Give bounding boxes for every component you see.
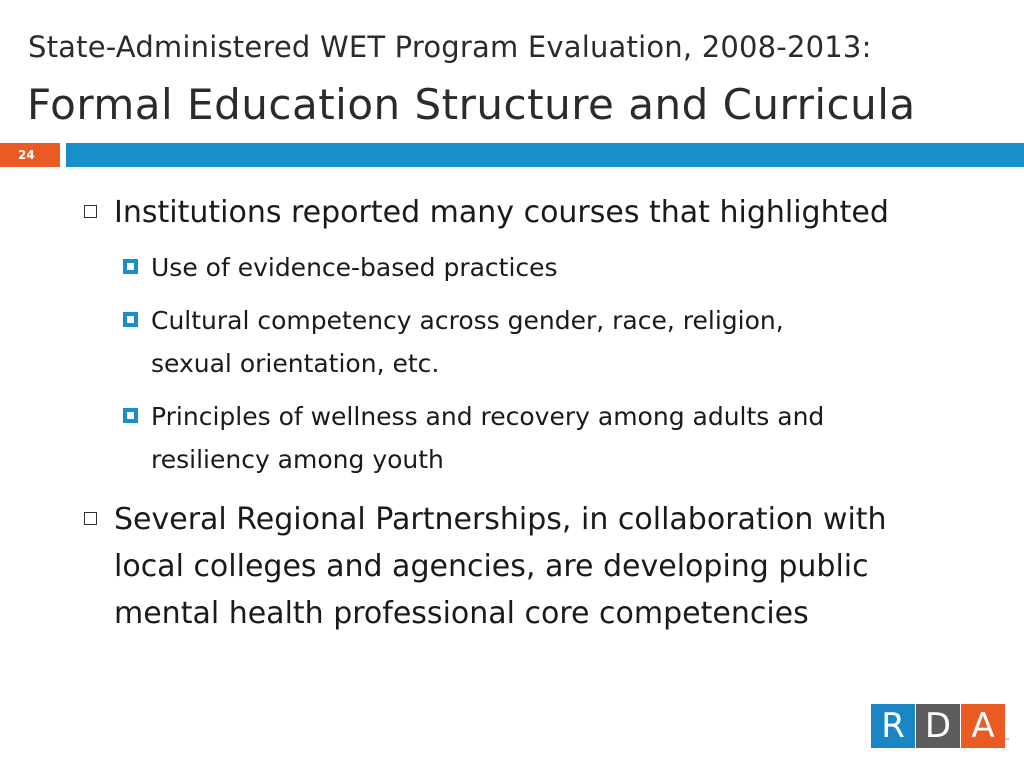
- sub-bullet-text-continued: sexual orientation, etc.: [151, 349, 440, 378]
- bullet-text-continued: local colleges and agencies, are developing public: [114, 549, 869, 584]
- sub-bullet-text: Use of evidence-based practices: [151, 253, 558, 282]
- sub-bullet-text-continued: resiliency among youth: [151, 445, 444, 474]
- rda-logo: [871, 704, 1006, 748]
- filled-square-bullet-icon: [123, 259, 138, 274]
- filled-square-bullet-icon: [123, 408, 138, 423]
- logo-letter-d: D: [916, 704, 960, 748]
- hollow-square-bullet-icon: [84, 205, 97, 218]
- slide-title-line1: State-Administered WET Program Evaluation, 2008-2013:: [28, 30, 872, 64]
- sub-bullet-item: [151, 299, 971, 385]
- filled-square-bullet-icon: [123, 312, 138, 327]
- slide-title-line2: Formal Education Structure and Curricula: [27, 80, 916, 129]
- bullet-text: Institutions reported many courses that highlighted: [114, 195, 889, 230]
- slide-number: 24: [0, 143, 60, 167]
- sub-bullet-text: Principles of wellness and recovery among adults and: [151, 402, 825, 431]
- bullet-item: [114, 189, 974, 236]
- sub-bullet-item: [151, 246, 971, 289]
- bullet-text-continued: mental health professional core competencies: [114, 596, 809, 631]
- logo-letter-r: R: [871, 704, 915, 748]
- sub-bullet-text: Cultural competency across gender, race, religion,: [151, 306, 784, 335]
- logo-letter-a: A: [961, 704, 1005, 748]
- trademark-symbol: ™: [1004, 738, 1010, 745]
- bullet-text: Several Regional Partnerships, in collaboration with: [114, 502, 887, 537]
- bullet-item: [114, 496, 974, 637]
- hollow-square-bullet-icon: [84, 512, 97, 525]
- sub-bullet-item: [151, 395, 971, 481]
